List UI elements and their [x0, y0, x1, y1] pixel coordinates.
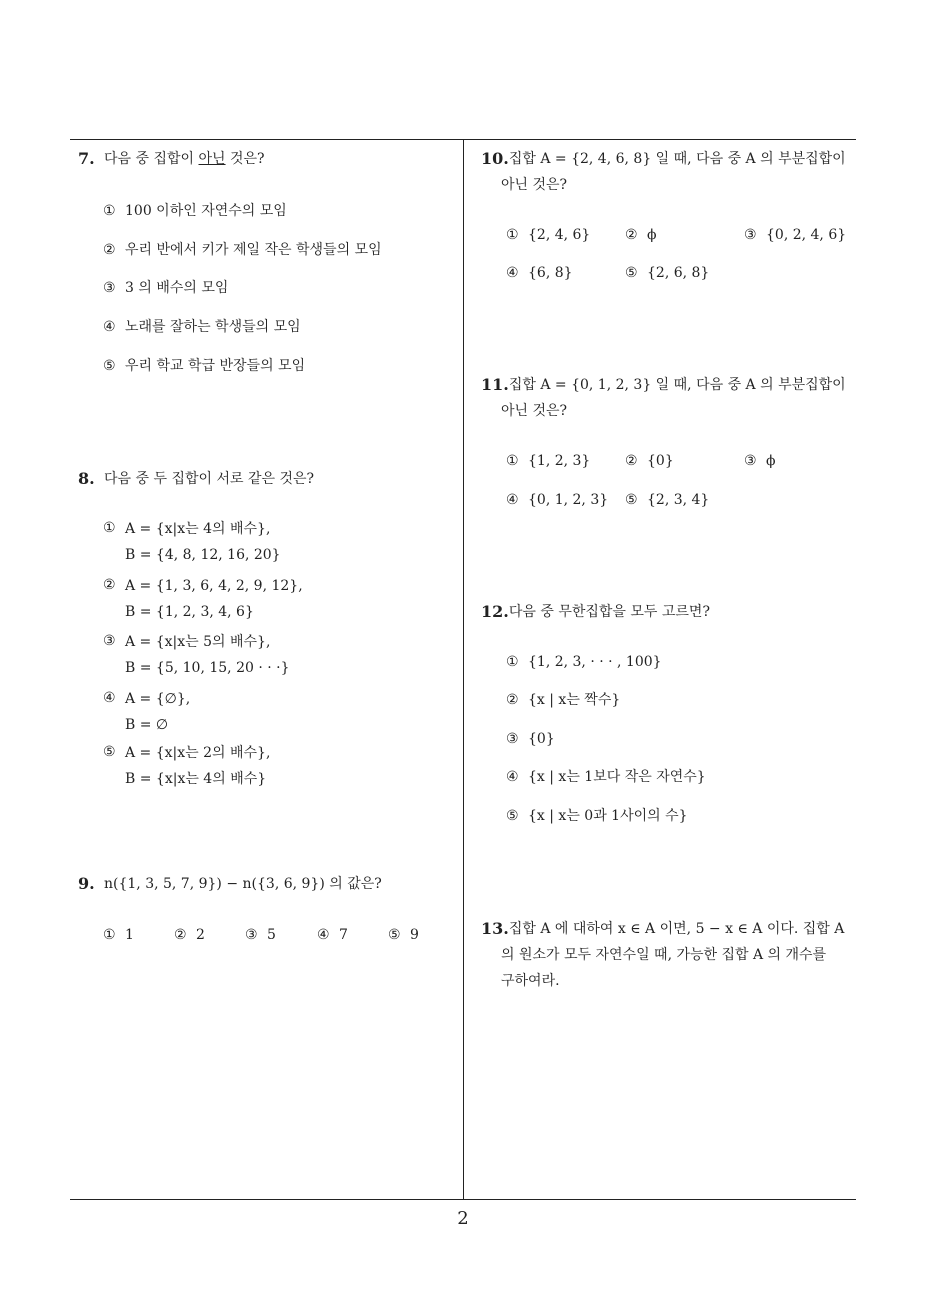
question-text: 집합 A 에 대하여 x ∈ A 이면, 5 − x ∈ A 이다. 집합 A — [508, 921, 845, 937]
question-number: 11. — [481, 375, 509, 394]
question-text-continued: 구하여라. — [501, 973, 560, 989]
q7-option-4[interactable]: ④ 노래를 잘하는 학생들의 모임 — [103, 319, 301, 335]
q8-option-5[interactable]: ⑤ A = {x|x는 2의 배수}, B = {x|x는 4의 배수} — [103, 744, 271, 787]
question-11 — [481, 372, 861, 424]
q9-option-3[interactable]: ③ 5 — [245, 927, 276, 943]
q9-option-1[interactable]: ① 1 — [103, 927, 134, 943]
q10-option-4[interactable]: ④ {6, 8} — [506, 265, 573, 281]
q11-option-1[interactable]: ① {1, 2, 3} — [506, 453, 591, 469]
question-10 — [481, 146, 861, 198]
question-text-continued: 아닌 것은? — [501, 403, 568, 419]
q11-option-4[interactable]: ④ {0, 1, 2, 3} — [506, 492, 609, 508]
q7-option-1[interactable]: ① 100 이하인 자연수의 모임 — [103, 203, 287, 219]
q9-option-5[interactable]: ⑤ 9 — [388, 927, 419, 943]
q7-option-5[interactable]: ⑤ 우리 학교 학급 반장들의 모임 — [103, 358, 306, 374]
q10-option-2[interactable]: ② ϕ — [625, 227, 657, 243]
question-7 — [78, 146, 448, 172]
q8-option-1[interactable]: ① A = {x|x는 4의 배수}, B = {4, 8, 12, 16, 20} — [103, 520, 281, 563]
question-13 — [481, 916, 861, 994]
q8-option-2[interactable]: ② A = {1, 3, 6, 4, 2, 9, 12}, B = {1, 2, 3, 4, 6} — [103, 577, 303, 620]
question-9 — [78, 871, 448, 897]
question-text: 집합 A = {2, 4, 6, 8} 일 때, 다음 중 A 의 부분집합이 — [508, 151, 846, 167]
question-number: 12. — [481, 602, 509, 621]
q12-option-4[interactable]: ④ {x | x는 1보다 작은 자연수} — [506, 769, 706, 785]
column-divider — [463, 139, 464, 1200]
question-text: 다음 중 두 집합이 서로 같은 것은? — [104, 471, 315, 487]
q9-option-4[interactable]: ④ 7 — [317, 927, 348, 943]
q12-option-1[interactable]: ① {1, 2, 3, · · · , 100} — [506, 654, 662, 670]
question-8 — [78, 466, 448, 492]
q8-option-3[interactable]: ③ A = {x|x는 5의 배수}, B = {5, 10, 15, 20 · · ·} — [103, 633, 290, 676]
q7-option-2[interactable]: ② 우리 반에서 키가 제일 작은 학생들의 모임 — [103, 242, 382, 258]
q12-option-3[interactable]: ③ {0} — [506, 731, 555, 747]
bottom-rule — [70, 1199, 856, 1200]
q11-option-3[interactable]: ③ ϕ — [744, 453, 776, 469]
q11-option-2[interactable]: ② {0} — [625, 453, 674, 469]
q12-option-2[interactable]: ② {x | x는 짝수} — [506, 692, 621, 708]
q9-option-2[interactable]: ② 2 — [174, 927, 205, 943]
question-number: 13. — [481, 919, 509, 938]
q12-option-5[interactable]: ⑤ {x | x는 0과 1사이의 수} — [506, 808, 688, 824]
question-text: 집합 A = {0, 1, 2, 3} 일 때, 다음 중 A 의 부분집합이 — [508, 377, 846, 393]
question-number: 10. — [481, 149, 509, 168]
q11-option-5[interactable]: ⑤ {2, 3, 4} — [625, 492, 710, 508]
question-number: 8. — [78, 469, 95, 488]
question-text: 다음 중 집합이 아닌 것은? — [104, 151, 265, 167]
q7-option-3[interactable]: ③ 3 의 배수의 모임 — [103, 280, 229, 296]
page-number: 2 — [457, 1208, 469, 1229]
question-number: 9. — [78, 874, 95, 893]
question-number: 7. — [78, 149, 95, 168]
q8-option-4[interactable]: ④ A = {∅}, B = ∅ — [103, 690, 191, 733]
question-text: n({1, 3, 5, 7, 9}) − n({3, 6, 9}) 의 값은? — [104, 876, 382, 892]
question-12 — [481, 599, 861, 625]
q10-option-1[interactable]: ① {2, 4, 6} — [506, 227, 591, 243]
q10-option-5[interactable]: ⑤ {2, 6, 8} — [625, 265, 710, 281]
question-text: 다음 중 무한집합을 모두 고르면? — [508, 604, 710, 620]
question-text-continued: 의 원소가 모두 자연수일 때, 가능한 집합 A 의 개수를 — [501, 947, 827, 963]
q10-option-3[interactable]: ③ {0, 2, 4, 6} — [744, 227, 847, 243]
question-text-continued: 아닌 것은? — [501, 177, 568, 193]
